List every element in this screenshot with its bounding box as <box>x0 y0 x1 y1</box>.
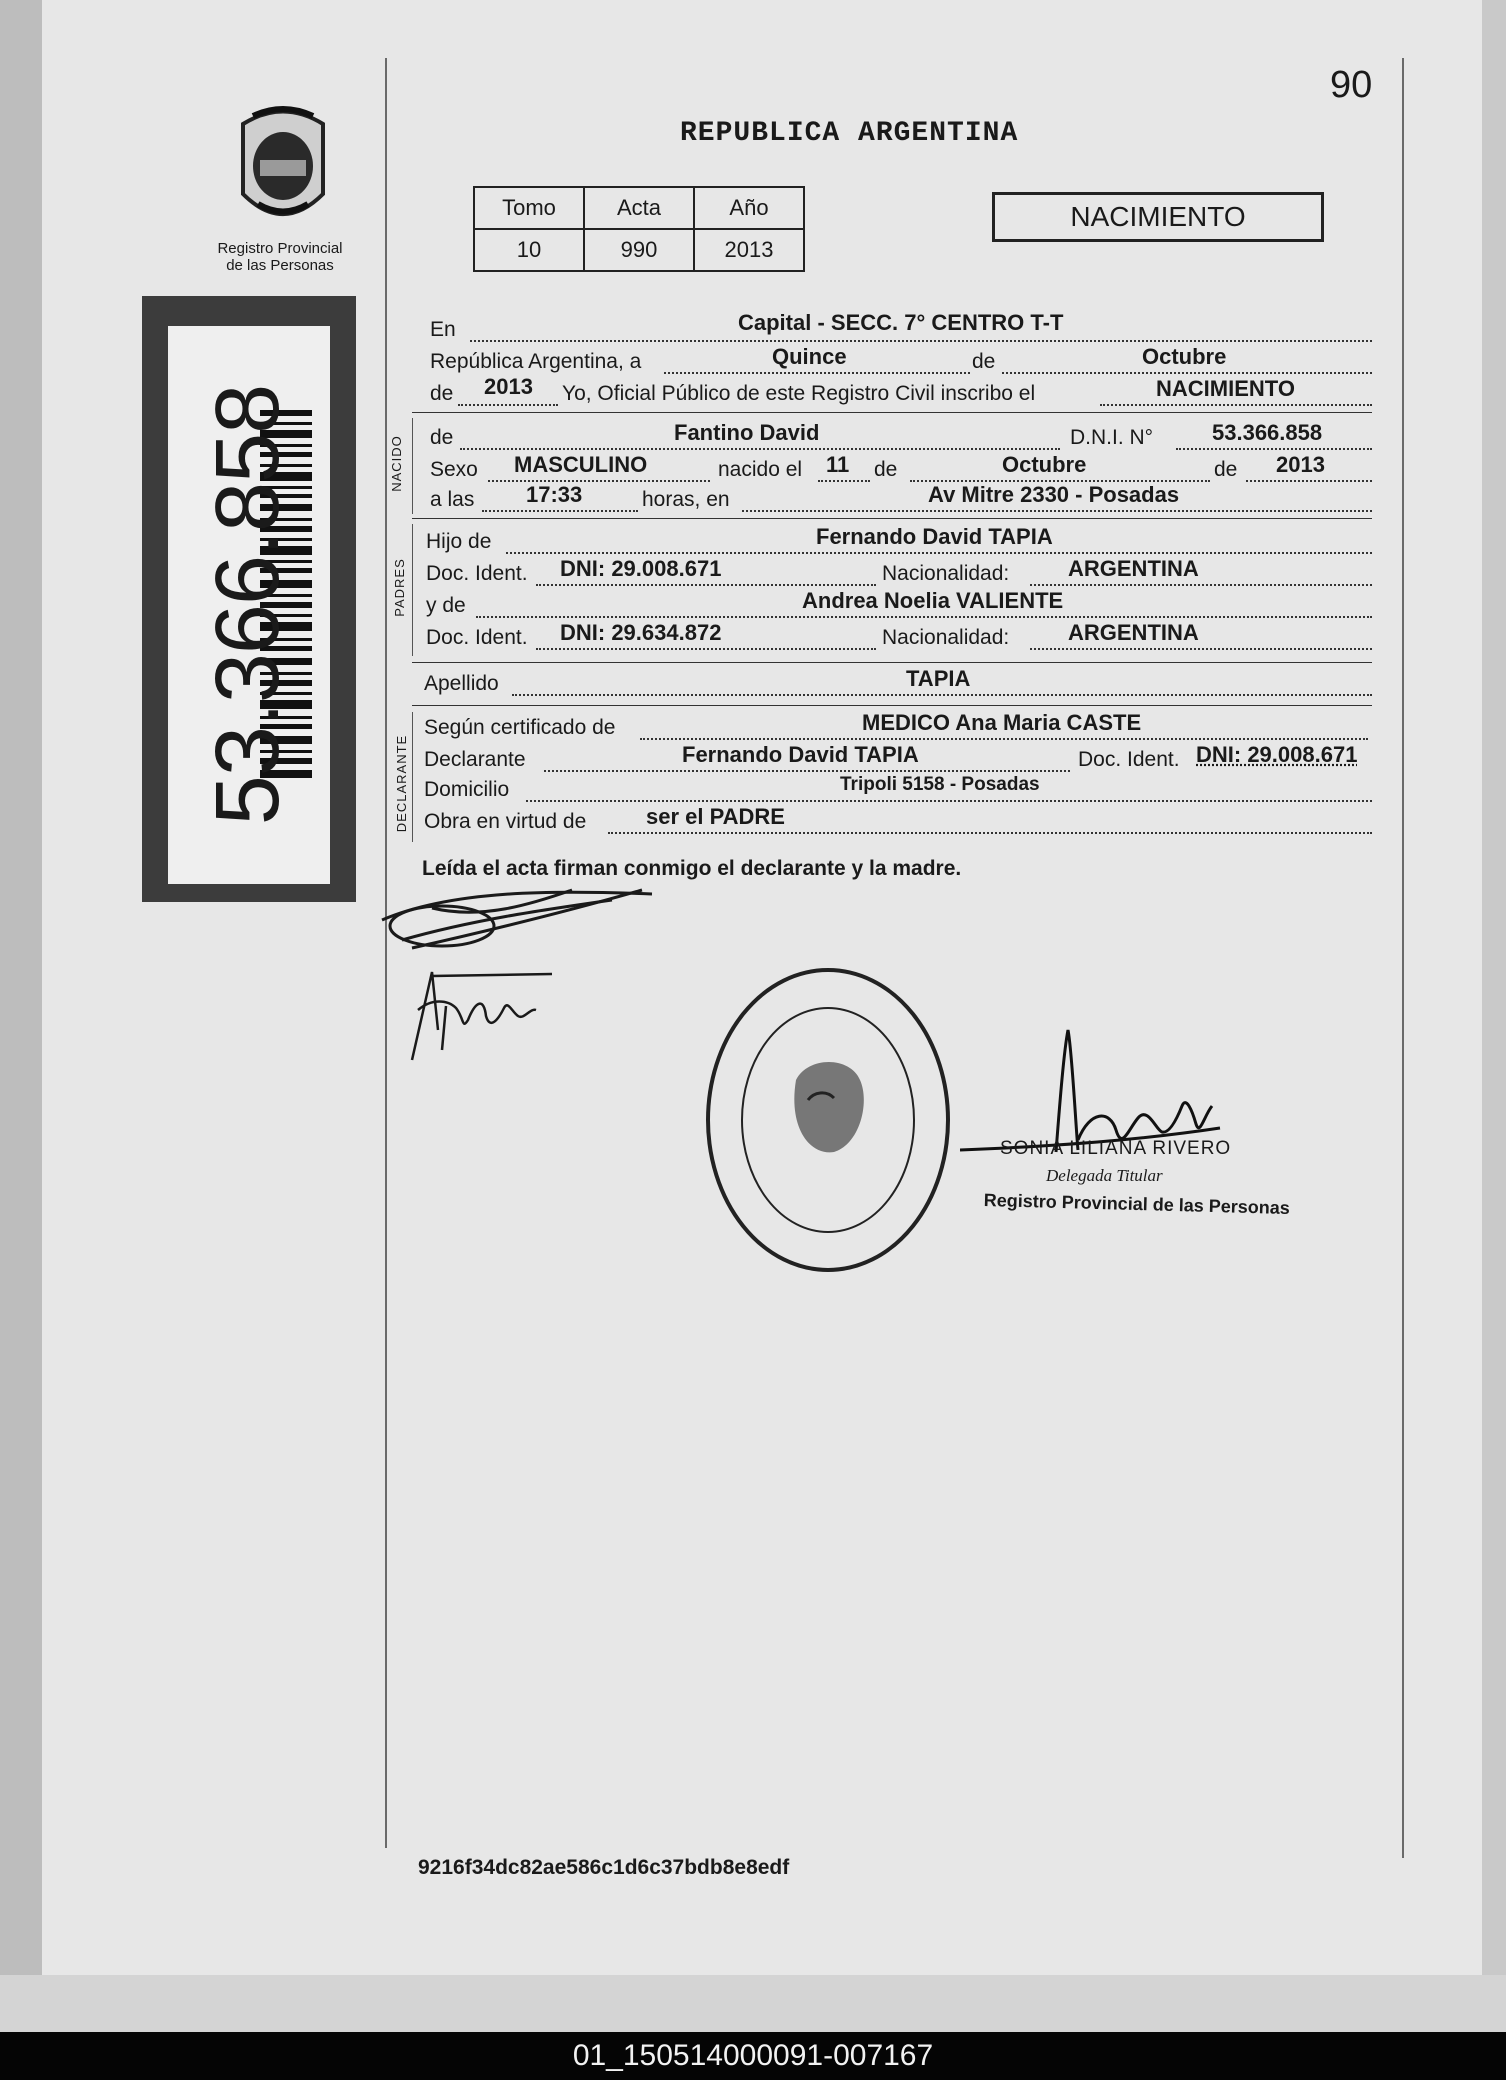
page-number: 90 <box>1330 64 1373 106</box>
nacido-lugar-value: Av Mitre 2330 - Posadas <box>928 482 1180 507</box>
declarante-signature <box>372 880 662 1080</box>
footer-id-bar: 01_150514000091-007167 <box>0 2032 1506 2080</box>
provincial-coat-of-arms <box>228 104 338 232</box>
hora-value: 17:33 <box>526 482 583 507</box>
registry-caption <box>200 240 360 274</box>
de-label-2: de <box>430 382 454 405</box>
official-name: SONIA LILIANA RIVERO <box>1000 1138 1232 1159</box>
declarante-label: Declarante <box>424 748 526 771</box>
padre-nac-value: ARGENTINA <box>1068 556 1199 581</box>
declarante-value: Fernando David TAPIA <box>682 742 919 767</box>
page-edge <box>0 0 42 2032</box>
padres-bracket <box>412 524 413 656</box>
dni-value: 53.366.858 <box>1212 420 1323 445</box>
padre-value: Fernando David TAPIA <box>816 524 1053 549</box>
nacido-anio-value: 2013 <box>1276 452 1325 477</box>
col-anio: Año <box>694 187 804 229</box>
madre-value: Andrea Noelia VALIENTE <box>802 588 1064 613</box>
nacido-de-label-3: de <box>1214 458 1238 481</box>
stamp-ring-text <box>750 1000 930 1260</box>
act-anio-value: 2013 <box>484 374 533 399</box>
domicilio-value: Tripoli 5158 - Posadas <box>840 774 1040 795</box>
mes-value: Octubre <box>1142 344 1227 369</box>
separator-4 <box>412 705 1372 706</box>
nacido-mes-value: Octubre <box>1002 452 1087 477</box>
acta-value: 990 <box>584 229 694 271</box>
record-table <box>473 186 805 272</box>
lugar-value: Capital - SECC. 7° CENTRO T-T <box>738 310 1064 335</box>
closing-statement: Leída el acta firman conmigo el declarante y la madre. <box>422 857 962 880</box>
right-margin-line <box>1402 58 1404 1858</box>
madre-nac-value: ARGENTINA <box>1068 620 1199 645</box>
col-tomo: Tomo <box>474 187 584 229</box>
document-title: REPUBLICA ARGENTINA <box>680 118 1019 149</box>
inscripcion-value: NACIMIENTO <box>1156 376 1295 401</box>
declarante-doc-label: Doc. Ident. <box>1078 748 1180 771</box>
apellido-value: TAPIA <box>906 666 971 691</box>
registry-caption-line-1: Registro Provincial <box>217 240 343 257</box>
nacido-de-label-2: de <box>874 458 898 481</box>
section-label-nacido: NACIDO <box>388 435 404 492</box>
republica-label: República Argentina, a <box>430 350 642 373</box>
padre-doc-label: Doc. Ident. <box>426 562 528 585</box>
dni-label: D.N.I. N° <box>1070 426 1154 449</box>
en-label: En <box>430 318 456 341</box>
sexo-value: MASCULINO <box>514 452 648 477</box>
dia-value: 11 <box>826 452 850 477</box>
hijo-de-label: Hijo de <box>426 530 492 553</box>
section-label-padres: PADRES <box>391 558 407 617</box>
sexo-label: Sexo <box>430 458 478 481</box>
horas-en-label: horas, en <box>642 488 730 511</box>
official-office: Registro Provincial de las Personas <box>983 1190 1291 1219</box>
madre-nac-label: Nacionalidad: <box>882 626 1010 649</box>
act-type-box: NACIMIENTO <box>992 192 1324 242</box>
padre-nac-label: Nacionalidad: <box>882 562 1010 585</box>
document-hash: 9216f34dc82ae586c1d6c37bdb8e8edf <box>418 1856 790 1879</box>
madre-doc-value: DNI: 29.634.872 <box>560 620 722 645</box>
certificado-value: MEDICO Ana Maria CASTE <box>862 710 1142 735</box>
apellido-label: Apellido <box>424 672 499 695</box>
y-de-label: y de <box>426 594 466 617</box>
dni-barcode-number: 53.366.858 <box>198 384 298 826</box>
registry-caption-line-2: de las Personas <box>226 257 334 274</box>
a-las-label: a las <box>430 488 475 511</box>
official-title: Delegada Titular <box>1046 1166 1163 1185</box>
padre-doc-value: DNI: 29.008.671 <box>560 556 722 581</box>
obra-label: Obra en virtud de <box>424 810 587 833</box>
page-bottom-shadow <box>0 1975 1506 2032</box>
certificado-label: Según certificado de <box>424 716 616 739</box>
madre-doc-label: Doc. Ident. <box>426 626 528 649</box>
declarante-doc-value: DNI: 29.008.671 <box>1196 742 1358 767</box>
anio-value: 2013 <box>694 229 804 271</box>
separator-1 <box>412 412 1372 413</box>
separator-3 <box>412 662 1372 663</box>
nacido-bracket <box>412 418 413 514</box>
de-label-1: de <box>972 350 996 373</box>
dia-texto-value: Quince <box>772 344 847 369</box>
oficial-text: Yo, Oficial Público de este Registro Civil inscribo el <box>562 382 1036 405</box>
obra-value: ser el PADRE <box>646 804 785 829</box>
tomo-value: 10 <box>474 229 584 271</box>
nacido-el-label: nacido el <box>718 458 803 481</box>
nacido-de-label: de <box>430 426 454 449</box>
declarante-bracket <box>412 712 413 842</box>
col-acta: Acta <box>584 187 694 229</box>
separator-2 <box>412 518 1372 519</box>
domicilio-label: Domicilio <box>424 778 510 801</box>
section-label-declarante: DECLARANTE <box>394 734 410 833</box>
nombre-value: Fantino David <box>674 420 820 445</box>
